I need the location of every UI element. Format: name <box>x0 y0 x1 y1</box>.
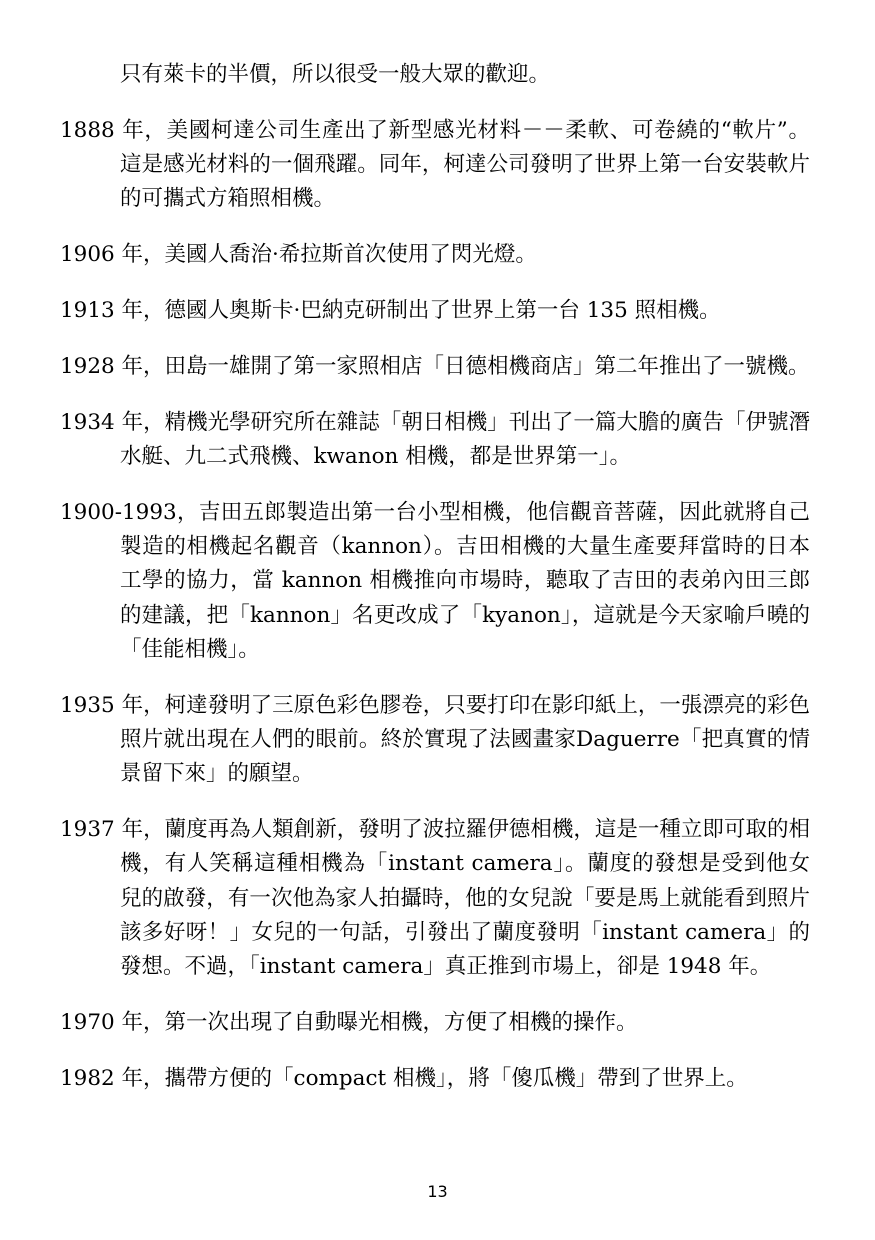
timeline-entry-1913: 1913 年，德國人奧斯卡·巴納克研制出了世界上第一台 135 照相機。 <box>60 297 721 323</box>
timeline-entry-1900-1993: 1900-1993，吉田五郎製造出第一台小型相機，他信觀音菩薩，因此就將自己製造的相機起名觀音（kannon）。吉田相機的大量生產要拜當時的日本工學的協力，當 kannon 相機推向市場時，聽取了吉田的表弟內田三郎的建議，把「kannon」名更改成了「kyanon」，這就是今天家喻戶曉的「佳能相機」。 <box>60 499 810 662</box>
timeline-entry-1934: 1934 年，精機光學研究所在雜誌「朝日相機」刊出了一篇大膽的廣告「伊號潛水艇、九二式飛機、kwanon 相機，都是世界第一」。 <box>60 409 810 469</box>
timeline-entry-1937: 1937 年，蘭度再為人類創新，發明了波拉羅伊德相機，這是一種立即可取的相機，有人笑稱這種相機為「instant camera」。蘭度的發想是受到他女兒的啟發，有一次他為家人拍攝時，他的女兒說「要是馬上就能看到照片該多好呀！」女兒的一句話，引發出了蘭度發明「instant camera」的發想。不過，「instant camera」真正推到市場上，卻是 1948 年。 <box>60 817 810 980</box>
page-number: 13 <box>427 1182 448 1201</box>
timeline-entry-1888: 1888 年，美國柯達公司生產出了新型感光材料－－柔軟、可卷繞的“軟片”。這是感光材料的一個飛躍。同年，柯達公司發明了世界上第一台安裝軟片的可攜式方箱照相機。 <box>60 117 810 212</box>
timeline-entry-1906: 1906 年，美國人喬治·希拉斯首次使用了閃光燈。 <box>60 242 537 268</box>
timeline-entry-continuation: 只有萊卡的半價，所以很受一般大眾的歡迎。 <box>120 62 551 87</box>
timeline-entry-1935: 1935 年，柯達發明了三原色彩色膠卷，只要打印在影印紙上，一張漂亮的彩色照片就出現在人們的眼前。終於實現了法國畫家Daguerre「把真實的情景留下來」的願望。 <box>60 692 810 787</box>
timeline-entries <box>60 58 810 1111</box>
timeline-entry-1970: 1970 年，第一次出現了自動曝光相機，方便了相機的操作。 <box>60 1010 638 1036</box>
timeline-entry-1928: 1928 年，田島一雄開了第一家照相店「日德相機商店」第二年推出了一號機。 <box>60 353 810 379</box>
timeline-entry-1982: 1982 年，攜帶方便的「compact 相機」，將「傻瓜機」帶到了世界上。 <box>60 1065 748 1091</box>
